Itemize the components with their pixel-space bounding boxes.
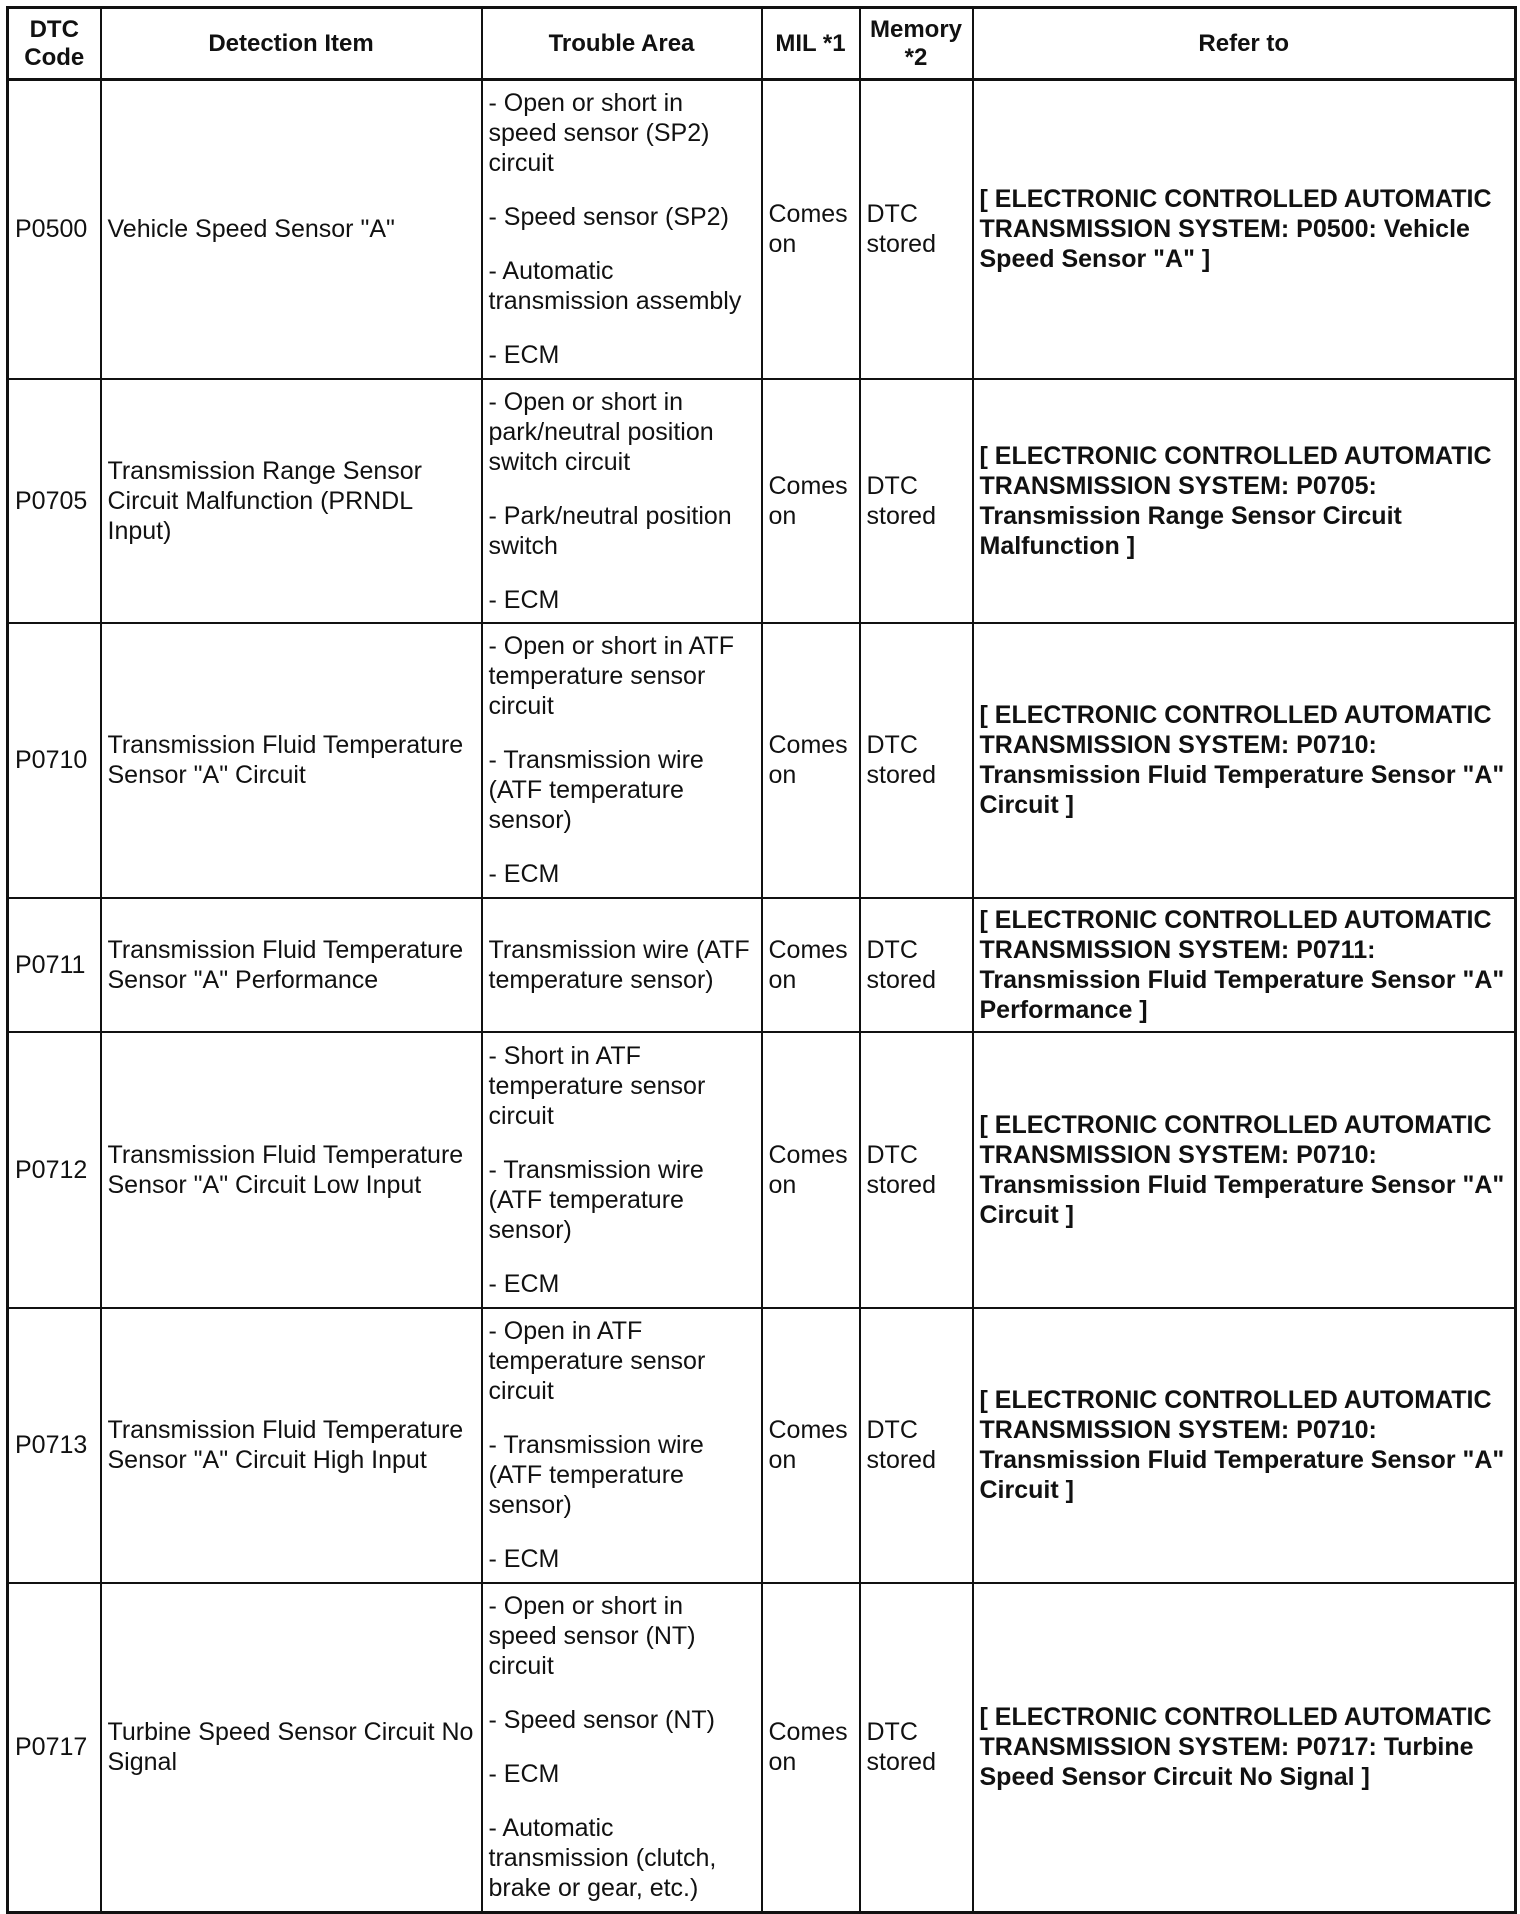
dtc-code-cell <box>8 623 101 898</box>
dtc-code-cell-text: P0717 <box>15 1733 88 1762</box>
memory-cell-text: DTC stored <box>866 1140 936 1199</box>
table-row <box>8 898 1516 1032</box>
dtc-code-cell <box>8 1583 101 1913</box>
detection-item-cell <box>101 1308 482 1583</box>
dtc-table <box>6 6 1517 1914</box>
mil-cell-text: Comes on <box>768 200 848 259</box>
trouble-area-item: - Short in ATF temperature sensor circuit <box>488 1041 706 1130</box>
memory-cell <box>860 623 973 898</box>
memory-cell-text: DTC stored <box>866 731 936 789</box>
refer-to-cell <box>973 898 1516 1032</box>
header-detection-item: Detection Item <box>101 8 482 80</box>
memory-cell <box>860 1032 973 1308</box>
trouble-area-item: - Automatic transmission (clutch, brake or gear, etc.) <box>488 1814 717 1903</box>
table-row <box>8 1308 1516 1583</box>
trouble-area-item: - Open or short in ATF temperature sensor circuit <box>488 632 734 720</box>
detection-item-cell-text: Turbine Speed Sensor Circuit No Signal <box>107 1718 474 1777</box>
trouble-area-item: - Open or short in speed sensor (SP2) circuit <box>488 89 710 178</box>
header-memory: Memory *2 <box>860 8 973 80</box>
trouble-area-item: - Transmission wire (ATF temperature sensor) <box>488 1155 704 1244</box>
dtc-code-cell-text: P0711 <box>15 950 86 979</box>
refer-to-cell-text: [ ELECTRONIC CONTROLLED AUTOMATIC TRANSMISSION SYSTEM: P0710: Transmission Fluid Temperature Sensor "A" Circuit ] <box>979 1386 1505 1504</box>
table-body <box>8 80 1516 1913</box>
trouble-area-item: - ECM <box>488 1545 560 1573</box>
detection-item-cell <box>101 1032 482 1308</box>
dtc-code-cell <box>8 379 101 623</box>
memory-cell-text: DTC stored <box>866 471 936 530</box>
header-dtc-code: DTC Code <box>8 8 101 80</box>
mil-cell <box>762 1032 860 1308</box>
detection-item-cell-text: Transmission Fluid Temperature Sensor "A" Circuit Low Input <box>107 1140 464 1199</box>
mil-cell <box>762 379 860 623</box>
dtc-code-cell <box>8 1308 101 1583</box>
mil-cell-text: Comes on <box>768 731 848 789</box>
trouble-area-cell <box>482 1308 762 1583</box>
refer-to-cell <box>973 379 1516 623</box>
dtc-code-cell <box>8 80 101 379</box>
mil-cell <box>762 1308 860 1583</box>
detection-item-cell-text: Transmission Fluid Temperature Sensor "A" Performance <box>107 935 464 994</box>
detection-item-cell <box>101 623 482 898</box>
table-row <box>8 623 1516 898</box>
trouble-area-cell <box>482 1583 762 1913</box>
refer-to-cell-text: [ ELECTRONIC CONTROLLED AUTOMATIC TRANSMISSION SYSTEM: P0710: Transmission Fluid Temperature Sensor "A" Circuit ] <box>979 701 1505 819</box>
trouble-area-item: - Speed sensor (NT) <box>488 1706 715 1735</box>
trouble-area-item: - Open or short in park/neutral position switch circuit <box>488 387 714 476</box>
trouble-area-cell <box>482 623 762 898</box>
refer-to-cell-text: [ ELECTRONIC CONTROLLED AUTOMATIC TRANSMISSION SYSTEM: P0705: Transmission Range Sensor Circuit Malfunction ] <box>979 441 1492 560</box>
dtc-code-cell-text: P0500 <box>15 215 88 244</box>
header-row <box>8 8 1516 80</box>
detection-item-cell <box>101 1583 482 1913</box>
trouble-area-item: - ECM <box>488 860 560 888</box>
trouble-area-cell <box>482 80 762 379</box>
mil-cell <box>762 80 860 379</box>
trouble-area-item: - Transmission wire (ATF temperature sensor) <box>488 746 704 834</box>
memory-cell-text: DTC stored <box>866 200 936 259</box>
mil-cell <box>762 623 860 898</box>
mil-cell-text: Comes on <box>768 1718 848 1777</box>
trouble-area-item: - Open in ATF temperature sensor circuit <box>488 1317 706 1405</box>
table-row <box>8 80 1516 379</box>
memory-cell <box>860 80 973 379</box>
detection-item-cell <box>101 80 482 379</box>
detection-item-cell-text: Transmission Range Sensor Circuit Malfunction (PRNDL Input) <box>107 456 422 545</box>
table-header <box>8 8 1516 80</box>
memory-cell <box>860 1308 973 1583</box>
trouble-area-item: - ECM <box>488 1269 560 1298</box>
trouble-area-item: - Speed sensor (SP2) <box>488 203 729 232</box>
memory-cell-text: DTC stored <box>866 935 936 994</box>
refer-to-cell <box>973 80 1516 379</box>
dtc-code-cell-text: P0713 <box>15 1431 88 1459</box>
detection-item-cell <box>101 898 482 1032</box>
header-trouble-area: Trouble Area <box>482 8 762 80</box>
memory-cell <box>860 379 973 623</box>
trouble-area-item: - ECM <box>488 585 560 614</box>
header-refer-to: Refer to <box>973 8 1516 80</box>
memory-cell <box>860 898 973 1032</box>
memory-cell-text: DTC stored <box>866 1416 936 1474</box>
refer-to-cell <box>973 1308 1516 1583</box>
mil-cell-text: Comes on <box>768 471 848 530</box>
trouble-area-cell <box>482 898 762 1032</box>
trouble-area-item: Transmission wire (ATF temperature sensor) <box>488 935 750 994</box>
table-row <box>8 1583 1516 1913</box>
mil-cell-text: Comes on <box>768 1140 848 1199</box>
trouble-area-item: - Transmission wire (ATF temperature sensor) <box>488 1431 704 1519</box>
dtc-code-cell-text: P0710 <box>15 746 88 774</box>
table-row <box>8 379 1516 623</box>
refer-to-cell <box>973 1583 1516 1913</box>
detection-item-cell-text: Vehicle Speed Sensor "A" <box>107 215 395 244</box>
dtc-code-cell-text: P0712 <box>15 1155 88 1184</box>
mil-cell-text: Comes on <box>768 935 848 994</box>
mil-cell-text: Comes on <box>768 1416 848 1474</box>
trouble-area-item: - Park/neutral position switch <box>488 501 732 560</box>
trouble-area-item: - ECM <box>488 1760 560 1789</box>
detection-item-cell <box>101 379 482 623</box>
memory-cell <box>860 1583 973 1913</box>
trouble-area-cell <box>482 379 762 623</box>
memory-cell-text: DTC stored <box>866 1718 936 1777</box>
header-mil: MIL *1 <box>762 8 860 80</box>
trouble-area-cell <box>482 1032 762 1308</box>
trouble-area-item: - Open or short in speed sensor (NT) circuit <box>488 1592 696 1681</box>
dtc-code-cell-text: P0705 <box>15 486 88 515</box>
trouble-area-item: - Automatic transmission assembly <box>488 257 742 316</box>
dtc-code-cell <box>8 898 101 1032</box>
dtc-code-cell <box>8 1032 101 1308</box>
detection-item-cell-text: Transmission Fluid Temperature Sensor "A" Circuit High Input <box>107 1416 464 1474</box>
mil-cell <box>762 898 860 1032</box>
refer-to-cell-text: [ ELECTRONIC CONTROLLED AUTOMATIC TRANSMISSION SYSTEM: P0717: Turbine Speed Sensor Circuit No Signal ] <box>979 1703 1492 1792</box>
refer-to-cell-text: [ ELECTRONIC CONTROLLED AUTOMATIC TRANSMISSION SYSTEM: P0500: Vehicle Speed Sensor "A" ] <box>979 185 1492 274</box>
detection-item-cell-text: Transmission Fluid Temperature Sensor "A" Circuit <box>107 731 464 789</box>
refer-to-cell-text: [ ELECTRONIC CONTROLLED AUTOMATIC TRANSMISSION SYSTEM: P0711: Transmission Fluid Temperature Sensor "A" Performance ] <box>979 905 1505 1024</box>
mil-cell <box>762 1583 860 1913</box>
trouble-area-item: - ECM <box>488 341 560 370</box>
refer-to-cell <box>973 623 1516 898</box>
refer-to-cell-text: [ ELECTRONIC CONTROLLED AUTOMATIC TRANSMISSION SYSTEM: P0710: Transmission Fluid Temperature Sensor "A" Circuit ] <box>979 1110 1505 1229</box>
table-row <box>8 1032 1516 1308</box>
refer-to-cell <box>973 1032 1516 1308</box>
